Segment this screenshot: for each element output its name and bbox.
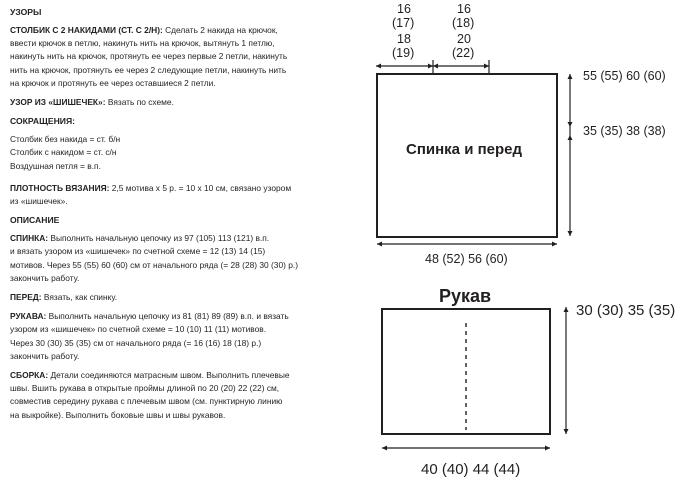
- heading-patterns: УЗОРЫ: [10, 7, 42, 17]
- arrow-head: [376, 64, 381, 69]
- body-total-height-label: 55 (55) 60 (60): [583, 69, 666, 83]
- body-piece-label: Спинка и перед: [406, 141, 523, 158]
- sleeve-title: РУКАВА:: [10, 311, 47, 322]
- abbr-line: Столбик без накида = ст. б/н: [10, 134, 121, 145]
- density-title: ПЛОТНОСТЬ ВЯЗАНИЯ:: [10, 182, 110, 193]
- neck-width-line1: 16: [457, 2, 471, 16]
- stitch-title: СТОЛБИК С 2 НАКИДАМИ (СТ. С 2/Н):: [10, 25, 163, 35]
- sleeve-piece-title: Рукав: [439, 286, 492, 306]
- arrow-head: [568, 74, 573, 79]
- shoulder-width-line1: 16: [397, 2, 411, 16]
- arrow-head: [568, 122, 573, 127]
- shoulder-width-line4: (19): [392, 46, 415, 60]
- arrow-head: [433, 64, 438, 69]
- assembly-line: совместив середину рукава с плечевым швом (см. пунктирную линию: [10, 396, 283, 407]
- abbr-title: СОКРАЩЕНИЯ:: [10, 116, 76, 127]
- sleeve-width-label: 40 (40) 44 (44): [421, 461, 521, 478]
- description-title: ОПИСАНИЕ: [10, 215, 60, 226]
- back-line: закончить работу.: [10, 272, 80, 283]
- density-line: 2,5 мотива x 5 р. = 10 x 10 см, связано узором: [109, 182, 292, 193]
- sleeve-line: Выполнить начальную цепочку из 81 (81) 89 (89) в.п. и вязать: [46, 311, 289, 322]
- arrow-head: [545, 446, 550, 451]
- sleeve-line: Через 30 (30) 35 (35) см от начального ряда (= 16 (16) 18 (18) р.): [10, 337, 262, 348]
- back-line: мотивов. Через 55 (55) 60 (60) см от начального ряда (= 28 (28) 30 (30) р.): [10, 259, 299, 270]
- arrow-head: [428, 64, 433, 69]
- abbr-line: Столбик с накидом = ст. с/н: [10, 147, 117, 158]
- sleeve-height-label: 30 (30) 35 (35): [576, 302, 676, 319]
- back-title: СПИНКА:: [10, 233, 49, 244]
- abbr-line: Воздушная петля = в.п.: [10, 160, 101, 171]
- stitch-line: накинуть нить на крючок, протянуть ее через первые 2 петли, накинуть: [10, 51, 288, 62]
- assembly-title: СБОРКА:: [10, 370, 49, 381]
- pattern-title: УЗОР ИЗ «ШИШЕЧЕК»:: [10, 97, 106, 108]
- pattern-text: Вязать по схеме.: [105, 97, 174, 108]
- neck-width-line4: (22): [452, 46, 475, 60]
- stitch-line: Сделать 2 накида на крючок,: [162, 25, 278, 35]
- stitch-line: нить на крючок, протянуть ее через 2 следующие петли, накинуть нить: [10, 64, 287, 75]
- density-line: из «шишечек».: [10, 196, 68, 207]
- neck-width-line3: 20: [457, 32, 471, 46]
- body-width-label: 48 (52) 56 (60): [425, 252, 508, 266]
- back-line: и вязать узором из «шишечек» по счетной схеме = 12 (13) 14 (15): [10, 246, 266, 257]
- arrow-head: [568, 231, 573, 236]
- shoulder-width-line2: (17): [392, 16, 415, 30]
- sleeve-line: закончить работу.: [10, 350, 80, 361]
- assembly-line: на выкройке). Выполнить боковые швы и швы рукавов.: [10, 409, 226, 420]
- assembly-line: Детали соединяются матрасным швом. Выполнить плечевые: [48, 370, 290, 381]
- arrow-head: [564, 307, 569, 312]
- front-title: ПЕРЕД:: [10, 292, 42, 303]
- arrow-head: [484, 64, 489, 69]
- sleeve-line: узором из «шишечек» по счетной схеме = 10 (10) 11 (11) мотивов.: [10, 324, 267, 335]
- assembly-line: швы. Вшить рукава в открытые проймы длиной по 20 (20) 22 (22) см,: [10, 383, 280, 394]
- neck-width-line2: (18): [452, 16, 475, 30]
- arrow-head: [564, 429, 569, 434]
- arrow-head: [382, 446, 387, 451]
- arrow-head: [568, 135, 573, 140]
- front-text: Вязать, как спинку.: [41, 292, 118, 303]
- shoulder-width-line3: 18: [397, 32, 411, 46]
- arrow-head: [552, 242, 557, 247]
- body-armhole-height-label: 35 (35) 38 (38): [583, 124, 666, 138]
- stitch-line: ввести крючок в петлю, накинуть нить на крючок, вытянуть 1 петлю,: [10, 38, 275, 49]
- back-line: Выполнить начальную цепочку из 97 (105) 113 (121) в.п.: [48, 233, 270, 244]
- stitch-line: на крючок и протянуть ее через оставшиеся 2 петли.: [10, 77, 216, 88]
- arrow-head: [377, 242, 382, 247]
